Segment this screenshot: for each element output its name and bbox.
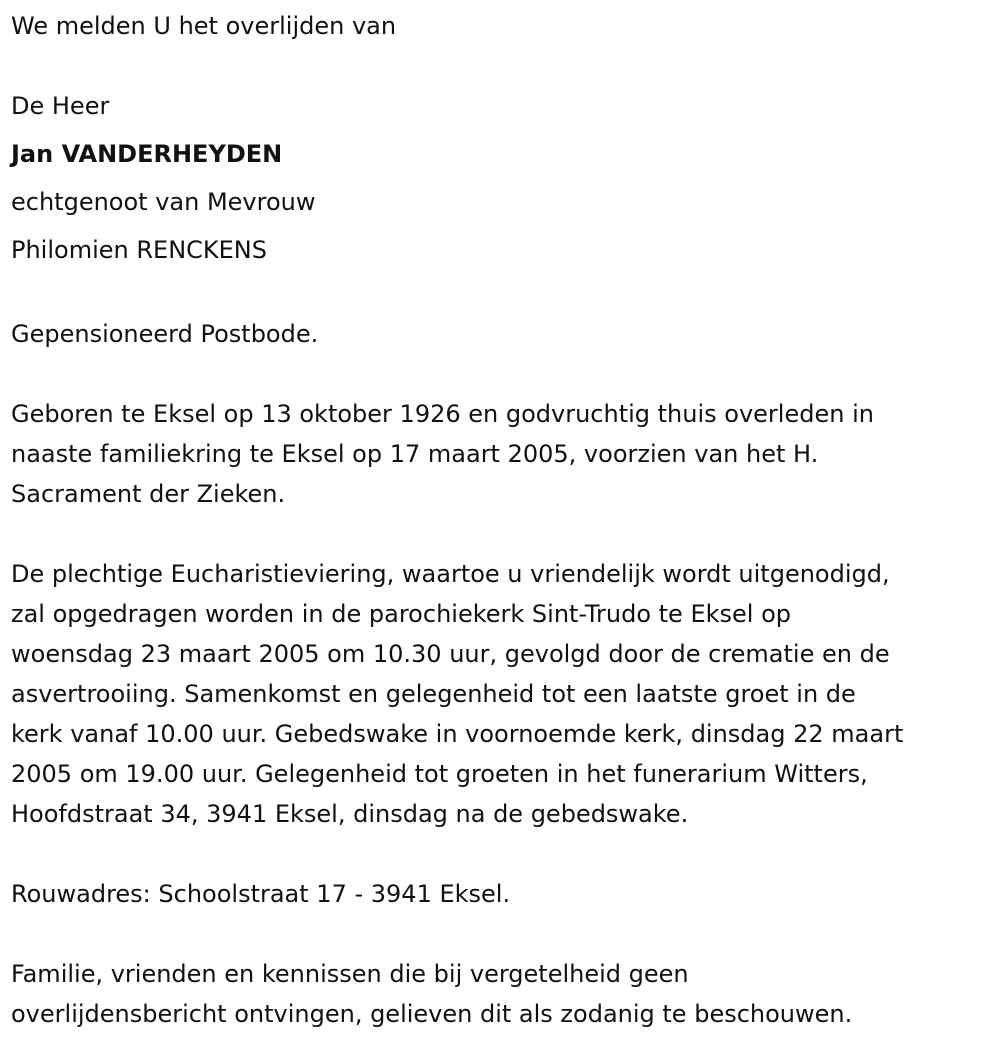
paragraph-line: 2005 om 19.00 uur. Gelegenheid tot groeten in het funerarium Witters, (11, 760, 868, 788)
paragraph-line: Sacrament der Zieken. (11, 480, 286, 508)
paragraph-line: Hoofdstraat 34, 3941 Eksel, dinsdag na de gebedswake. (11, 800, 689, 828)
spouse-name: Philomien RENCKENS (11, 236, 267, 264)
deceased-block (11, 82, 985, 274)
address-paragraph (11, 874, 991, 914)
closing-paragraph (11, 954, 991, 1034)
paragraph-line: De plechtige Eucharistieviering, waartoe u vriendelijk wordt uitgenodigd, (11, 560, 890, 588)
occupation-text: Gepensioneerd Postbode. (11, 320, 319, 348)
deceased-title: De Heer (11, 92, 110, 120)
spouse-prefix: echtgenoot van Mevrouw (11, 188, 316, 216)
paragraph-line: zal opgedragen worden in de parochiekerk Sint-Trudo te Eksel op (11, 600, 791, 628)
mourning-address: Rouwadres: Schoolstraat 17 - 3941 Eksel. (11, 880, 511, 908)
paragraph-line: Geboren te Eksel op 13 oktober 1926 en godvruchtig thuis overleden in (11, 400, 874, 428)
birth-death-paragraph (11, 394, 991, 514)
paragraph-line: overlijdensbericht ontvingen, gelieven dit als zodanig te beschouwen. (11, 1000, 853, 1028)
paragraph-line: kerk vanaf 10.00 uur. Gebedswake in voornoemde kerk, dinsdag 22 maart (11, 720, 904, 748)
paragraph-line: Familie, vrienden en kennissen die bij vergetelheid geen (11, 960, 689, 988)
paragraph-line: naaste familiekring te Eksel op 17 maart 2005, voorzien van het H. (11, 440, 819, 468)
intro-text: We melden U het overlijden van (11, 12, 397, 40)
deceased-name: Jan VANDERHEYDEN (11, 140, 283, 168)
ceremony-paragraph (11, 554, 991, 834)
paragraph-line: woensdag 23 maart 2005 om 10.30 uur, gevolgd door de crematie en de (11, 640, 890, 668)
paragraph-line: asvertrooiing. Samenkomst en gelegenheid tot een laatste groet in de (11, 680, 856, 708)
